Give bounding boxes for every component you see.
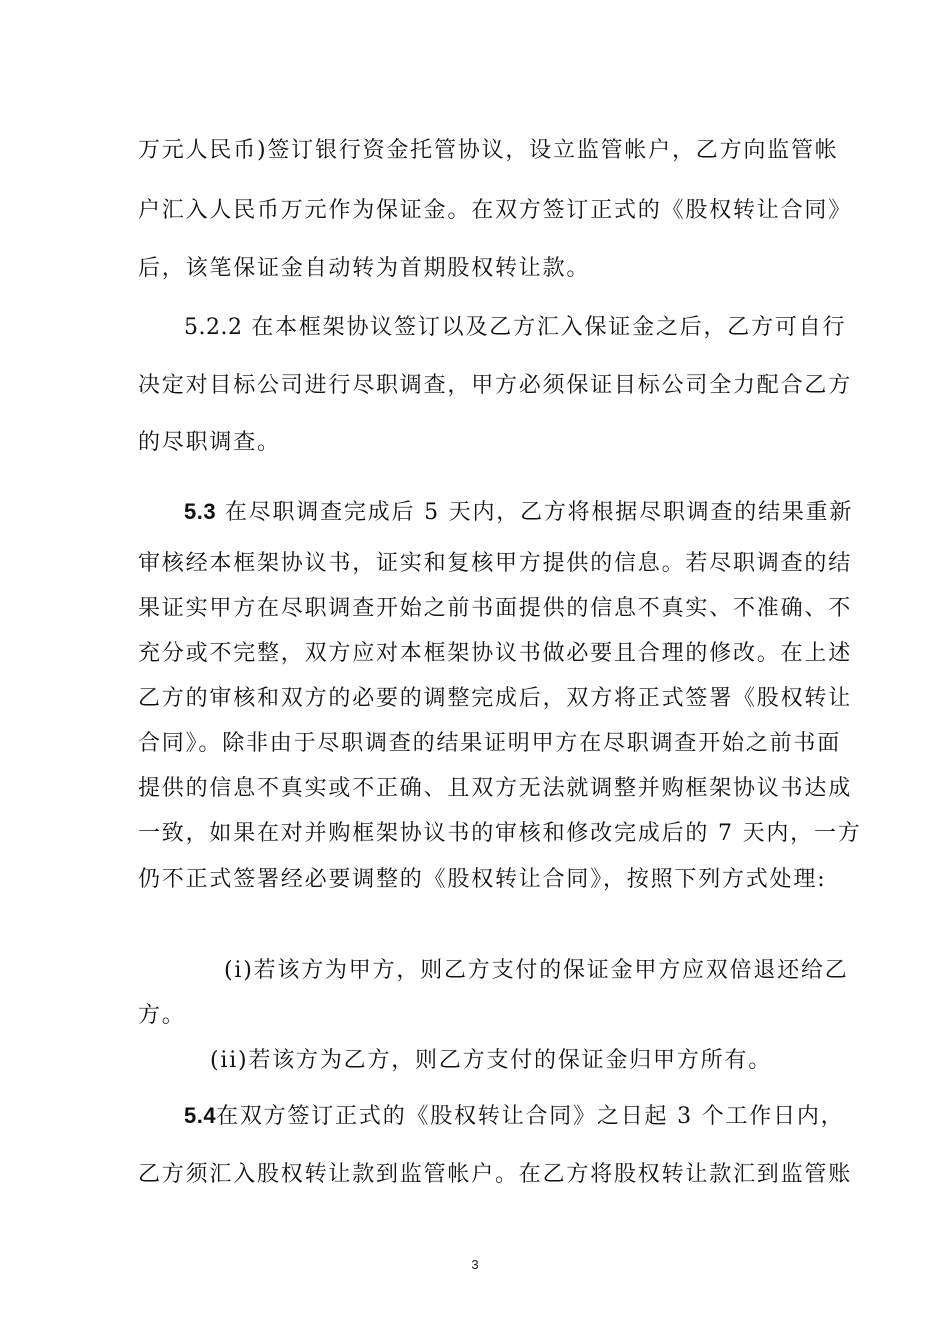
paragraph-line: 决定对目标公司进行尽职调查，甲方必须保证目标公司全力配合乙方 (138, 373, 853, 398)
paragraph-line: 提供的信息不真实或不正确、且双方无法就调整并购框架协议书达成 (138, 776, 853, 801)
paragraph-line: 果证实甲方在尽职调查开始之前书面提供的信息不真实、不准确、不 (138, 596, 853, 621)
paragraph-line: 充分或不完整，双方应对本框架协议书做必要且合理的修改。在上述 (138, 641, 853, 666)
clause-5-2-2-first-line (184, 313, 846, 343)
paragraph-line: 后，该笔保证金自动转为首期股权转让款。 (138, 256, 591, 281)
clause-text: 在双方签订正式的《股权转让合同》之日起 3 个工作日内， (216, 1104, 845, 1129)
sub-item-i-second-line: 方。 (138, 1003, 186, 1028)
paragraph-line: 一致，如果在对并购框架协议书的审核和修改完成后的 7 天内，一方 (138, 821, 862, 846)
clause-number: 5.2.2 (184, 315, 243, 340)
clause-number: 5.4 (184, 1103, 217, 1128)
paragraph-line: 的尽职调查。 (138, 430, 281, 455)
paragraph-line: 审核经本框架协议书，证实和复核甲方提供的信息。若尽职调查的结 (138, 551, 853, 576)
paragraph-line: 户汇入人民币万元作为保证金。在双方签订正式的《股权转让合同》 (138, 198, 853, 223)
paragraph-line: 仍不正式签署经必要调整的《股权转让合同》，按照下列方式处理: (138, 867, 827, 892)
clause-5-4-first-line (184, 1101, 844, 1131)
clause-number: 5.3 (184, 499, 217, 524)
paragraph-line: 乙方的审核和双方的必要的调整完成后，双方将正式签署《股权转让 (138, 686, 853, 711)
paragraph-line: 乙方须汇入股权转让款到监管帐户。在乙方将股权转让款汇到监管账 (138, 1162, 853, 1187)
page-number: 3 (471, 1257, 479, 1272)
clause-text: 在尽职调查完成后 5 天内，乙方将根据尽职调查的结果重新 (216, 500, 854, 525)
clause-5-3-first-line (184, 497, 853, 527)
paragraph-line: 万元人民币)签订银行资金托管协议，设立监管帐户，乙方向监管帐 (138, 138, 839, 163)
sub-item-ii-line: (ii)若该方为乙方，则乙方支付的保证金归甲方所有。 (210, 1048, 773, 1073)
clause-text: 在本框架协议签订以及乙方汇入保证金之后，乙方可自行 (242, 315, 847, 340)
paragraph-line: 合同》。除非由于尽职调查的结果证明甲方在尽职调查开始之前书面 (138, 731, 842, 756)
sub-item-i-first-line: (i)若该方为甲方，则乙方支付的保证金甲方应双倍退还给乙 (224, 958, 849, 983)
